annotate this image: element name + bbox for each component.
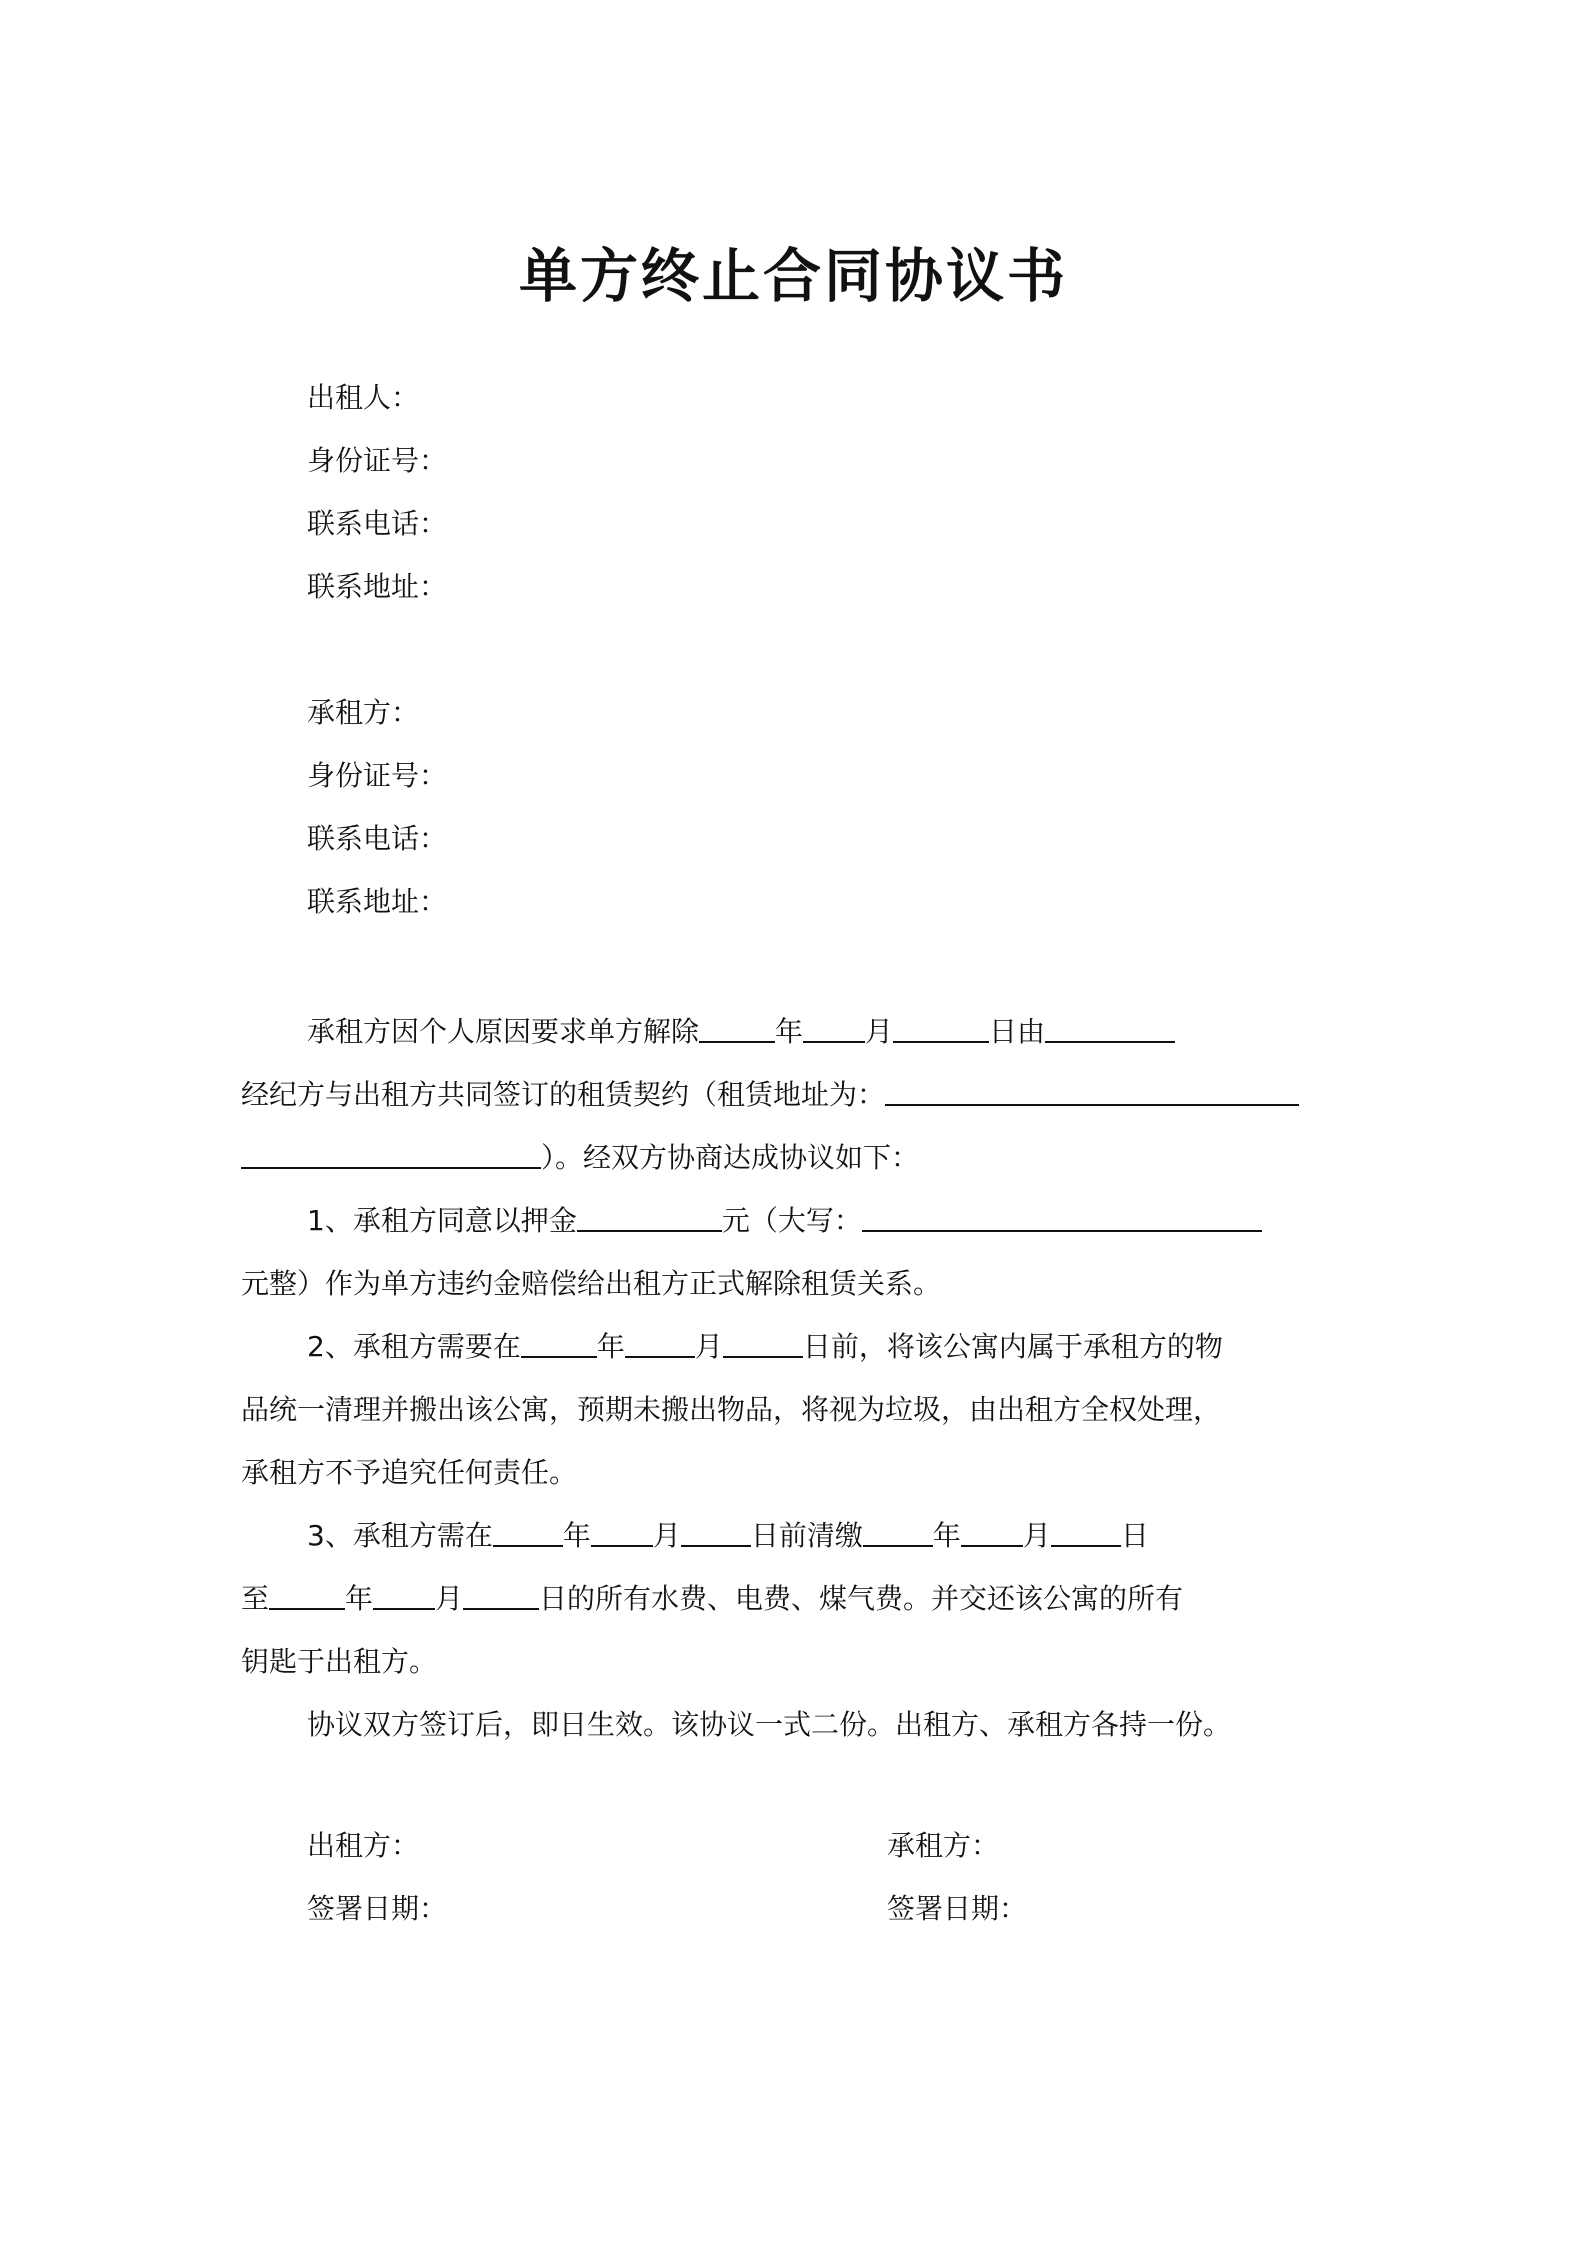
item-3-line-1 xyxy=(241,1504,1353,1567)
to-text: 至 xyxy=(241,1582,270,1615)
closing-line xyxy=(241,1693,1353,1756)
lessor-signature-label: 出租方： xyxy=(307,1829,420,1862)
document-title: 单方终止合同协议书 xyxy=(518,242,1068,310)
blank-year xyxy=(521,1326,597,1358)
blank-day xyxy=(681,1515,751,1547)
lessor-phone-label: 联系电话： xyxy=(307,507,448,540)
intro-text-b: 经纪方与出租方共同签订的租赁契约（租赁地址为： xyxy=(241,1078,886,1111)
item2-day-before-text: 日前，将该公寓内属于承租方的物 xyxy=(802,1330,1223,1363)
lessee-id-label: 身份证号： xyxy=(307,759,448,792)
blank-day-from xyxy=(1051,1515,1121,1547)
item1-yuan-text: 元（大写： xyxy=(721,1204,862,1237)
item3-day-clear-text: 日前清缴 xyxy=(750,1519,863,1552)
month-unit: 月 xyxy=(652,1519,681,1552)
year-unit: 年 xyxy=(932,1519,961,1552)
blank-month xyxy=(591,1515,653,1547)
blank-month xyxy=(803,1011,865,1043)
intro-text-a: 承租方因个人原因要求单方解除 xyxy=(307,1015,700,1048)
paragraph-intro-line-1 xyxy=(241,1000,1353,1063)
item-3-line-3 xyxy=(241,1630,1353,1693)
month-unit: 月 xyxy=(865,1015,894,1048)
blank-month-from xyxy=(961,1515,1023,1547)
item2-text-a: 2、承租方需要在 xyxy=(307,1330,521,1363)
item3-text-b: 日的所有水费、电费、煤气费。并交还该公寓的所有 xyxy=(539,1582,1184,1615)
item2-text-b: 品统一清理并搬出该公寓，预期未搬出物品，将视为垃圾，由出租方全权处理， xyxy=(241,1393,1222,1426)
day-from-text: 日由 xyxy=(989,1015,1046,1048)
blank-year xyxy=(699,1011,775,1043)
blank-month-to xyxy=(373,1578,435,1610)
month-unit: 月 xyxy=(1022,1519,1051,1552)
closing-text: 协议双方签订后，即日生效。该协议一式二份。出租方、承租方各持一份。 xyxy=(307,1708,1232,1741)
item-2-line-2 xyxy=(241,1378,1353,1441)
day-unit: 日 xyxy=(1120,1519,1149,1552)
paragraph-intro-line-3 xyxy=(241,1126,1353,1189)
blank-agency xyxy=(1045,1011,1175,1043)
blank-address-2 xyxy=(241,1137,541,1169)
lessor-address-label: 联系地址： xyxy=(307,570,448,603)
year-unit: 年 xyxy=(562,1519,591,1552)
agreement-body xyxy=(241,1000,1353,1756)
item-1-line-1 xyxy=(241,1189,1353,1252)
item2-text-c: 承租方不予追究任何责任。 xyxy=(241,1456,578,1489)
blank-year-from xyxy=(863,1515,933,1547)
blank-day xyxy=(893,1011,989,1043)
item-3-line-2 xyxy=(241,1567,1353,1630)
lessor-id-label: 身份证号： xyxy=(307,444,448,477)
year-unit: 年 xyxy=(345,1582,374,1615)
item1-text-b: 元整）作为单方违约金赔偿给出租方正式解除租赁关系。 xyxy=(241,1267,942,1300)
item3-text-a: 3、承租方需在 xyxy=(307,1519,493,1552)
lessee-sign-date-label: 签署日期： xyxy=(887,1892,1028,1925)
paragraph-intro-line-2 xyxy=(241,1063,1353,1126)
item-2-line-1 xyxy=(241,1315,1353,1378)
month-unit: 月 xyxy=(435,1582,464,1615)
blank-deposit-uppercase xyxy=(862,1200,1262,1232)
lessee-address-label: 联系地址： xyxy=(307,885,448,918)
item3-text-c: 钥匙于出租方。 xyxy=(241,1645,438,1678)
year-unit: 年 xyxy=(775,1015,804,1048)
item1-text-a: 1、承租方同意以押金 xyxy=(307,1204,577,1237)
year-unit: 年 xyxy=(596,1330,625,1363)
lessor-sign-date-label: 签署日期： xyxy=(307,1892,448,1925)
lessor-name-label: 出租人： xyxy=(307,381,420,414)
blank-deposit xyxy=(577,1200,722,1232)
blank-year-to xyxy=(269,1578,345,1610)
item-1-line-2 xyxy=(241,1252,1353,1315)
blank-year xyxy=(493,1515,563,1547)
intro-text-c: ）。经双方协商达成协议如下： xyxy=(541,1141,920,1174)
lessee-signature-label: 承租方： xyxy=(887,1829,1000,1862)
lessee-name-label: 承租方： xyxy=(307,696,420,729)
lessee-phone-label: 联系电话： xyxy=(307,822,448,855)
blank-day xyxy=(723,1326,803,1358)
blank-address-1 xyxy=(885,1074,1299,1106)
blank-day-to xyxy=(463,1578,539,1610)
blank-month xyxy=(625,1326,695,1358)
item-2-line-3 xyxy=(241,1441,1353,1504)
month-unit: 月 xyxy=(694,1330,723,1363)
